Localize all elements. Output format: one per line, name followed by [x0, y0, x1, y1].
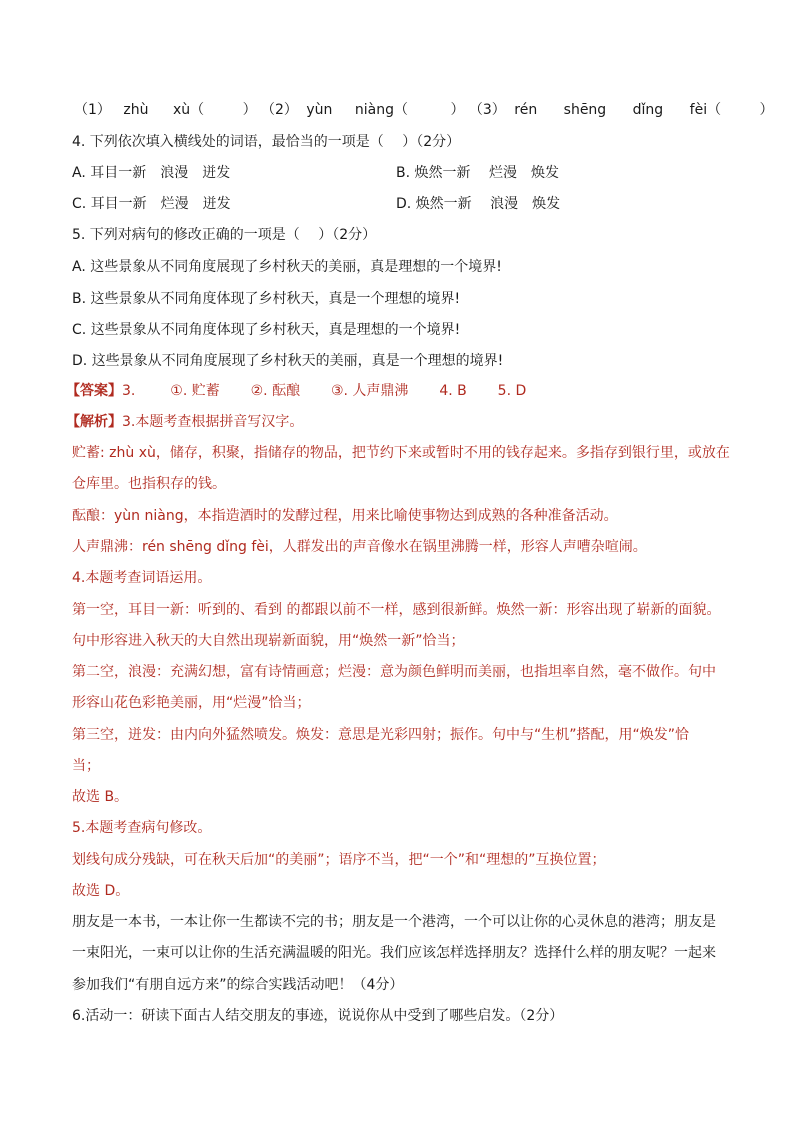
analysis-line: 5.本题考查病句修改。 — [72, 820, 212, 836]
pinyin-item-3-b: shēng — [563, 102, 607, 118]
q5-option-a — [72, 257, 502, 277]
option-text: 耳目一新 烂漫 迸发 — [90, 196, 231, 212]
option-label: B. — [396, 165, 411, 181]
q4-option-c — [72, 194, 231, 214]
analysis-q3-head: 3.本题考查根据拼音写汉字。 — [122, 414, 304, 430]
analysis-tag: 【解析】 — [66, 414, 122, 430]
option-text: 焕然一新 浪漫 焕发 — [415, 196, 561, 212]
q5-option-d — [72, 351, 503, 371]
q5-option-b — [72, 289, 460, 309]
analysis-line: 句中形容进入秋天的大自然出现崭新面貌，用“焕然一新”恰当； — [72, 633, 465, 649]
answer-line — [66, 381, 526, 401]
answer-q3: 3. — [122, 383, 136, 399]
option-text: 这些景象从不同角度体现了乡村秋天，真是一个理想的境界! — [90, 291, 461, 307]
analysis-line: 故选 B。 — [72, 789, 129, 805]
option-text: 焕然一新 烂漫 焕发 — [414, 165, 559, 181]
option-label: D. — [396, 196, 412, 212]
answer-q4: 4. B — [439, 383, 467, 399]
analysis-line: 第二空，浪漫：充满幻想，富有诗情画意；烂漫：意为颜色鲜明而美丽，也指坦率自然，毫不做作。句中 — [72, 664, 716, 680]
analysis-line: 4.本题考查词语运用。 — [72, 570, 212, 586]
answer-a1: ①. 贮蓄 — [170, 383, 220, 399]
q6-intro-line: 朋友是一本书，一本让你一生都读不完的书；朋友是一个港湾，一个可以让你的心灵休息的港湾；朋友是 — [72, 914, 716, 930]
pinyin-item-3-d: fèi（ — [689, 102, 722, 118]
pinyin-item-3-num: （3） — [468, 102, 506, 118]
option-label: D. — [72, 353, 88, 369]
option-label: A. — [72, 165, 86, 181]
answer-q5: 5. D — [497, 383, 527, 399]
analysis-head — [66, 412, 303, 432]
analysis-line: 当； — [72, 758, 100, 774]
pinyin-item-1-num: （1） — [74, 102, 111, 118]
option-text: 这些景象从不同角度展现了乡村秋天的美丽，真是一个理想的境界! — [91, 353, 504, 369]
option-label: A. — [72, 259, 86, 275]
q4-stem: 4. 下列依次填入横线处的词语，最恰当的一项是（ ）（2分） — [72, 134, 461, 150]
q6-intro-line: 一束阳光，一束可以让你的生活充满温暖的阳光。我们应该怎样选择朋友？选择什么样的朋友呢？一起来 — [72, 945, 716, 961]
answer-tag: 【答案】 — [66, 383, 122, 399]
pinyin-item-2-a: yùn — [306, 102, 333, 118]
option-label: C. — [72, 322, 87, 338]
q3-pinyin-line — [74, 100, 774, 120]
q4-option-d — [396, 194, 560, 214]
q4-option-a — [72, 163, 230, 183]
option-label: B. — [72, 291, 87, 307]
analysis-line: 形容山花色彩艳美丽，用“烂漫”恰当； — [72, 695, 311, 711]
pinyin-item-3-close: ） — [759, 102, 774, 118]
option-text: 这些景象从不同角度展现了乡村秋天的美丽，真是理想的一个境界! — [90, 259, 502, 275]
q5-option-c — [72, 320, 460, 340]
analysis-line: 第一空，耳目一新：听到的、看到 的都跟以前不一样，感到很新鲜。焕然一新：形容出现了崭新的面貌。 — [72, 602, 721, 618]
option-label: C. — [72, 196, 87, 212]
analysis-line: 酝酿：yùn niàng，本指造酒时的发酵过程，用来比喻使事物达到成熟的各种准备活动。 — [72, 508, 618, 524]
pinyin-item-2-num: （2） — [261, 102, 298, 118]
q4-option-b — [396, 163, 559, 183]
q6-activity: 6.活动一：研读下面古人结交朋友的事迹，说说你从中受到了哪些启发。（2分） — [72, 1008, 564, 1024]
analysis-line: 人声鼎沸：rén shēng dǐng fèi，人群发出的声音像水在锅里沸腾一样，形容人声嘈杂喧闹。 — [72, 539, 647, 555]
answer-a3: ③. 人声鼎沸 — [330, 383, 409, 399]
pinyin-item-2-close: ） — [450, 102, 465, 118]
pinyin-item-1-b: xù（ — [172, 102, 205, 118]
answer-a2: ②. 酝酿 — [250, 383, 301, 399]
q5-stem: 5. 下列对病句的修改正确的一项是（ ）（2分） — [72, 227, 377, 243]
analysis-line: 仓库里。也指积存的钱。 — [72, 476, 226, 492]
analysis-line: 故选 D。 — [72, 883, 130, 899]
analysis-line: 第三空，迸发：由内向外猛然喷发。焕发：意思是光彩四射；振作。句中与“生机”搭配，用“焕发”恰 — [72, 727, 690, 743]
option-text: 这些景象从不同角度体现了乡村秋天，真是理想的一个境界! — [90, 322, 461, 338]
q6-intro-line: 参加我们“有朋自远方来”的综合实践活动吧！（4分） — [72, 977, 404, 993]
pinyin-item-3-c: dǐng — [632, 102, 664, 118]
pinyin-item-2-b: niàng（ — [354, 102, 408, 118]
option-text: 耳目一新 浪漫 迸发 — [90, 165, 231, 181]
pinyin-item-1-a: zhù — [123, 102, 149, 118]
pinyin-item-1-close: ） — [242, 102, 257, 118]
analysis-line: 划线句成分残缺，可在秋天后加“的美丽”；语序不当，把“一个”和“理想的”互换位置； — [72, 852, 606, 868]
pinyin-item-3-a: rén — [514, 102, 538, 118]
analysis-line: 贮蓄: zhù xù，储存，积聚，指储存的物品，把节约下来或暂时不用的钱存起来。多指存到银行里，或放在 — [72, 445, 730, 461]
